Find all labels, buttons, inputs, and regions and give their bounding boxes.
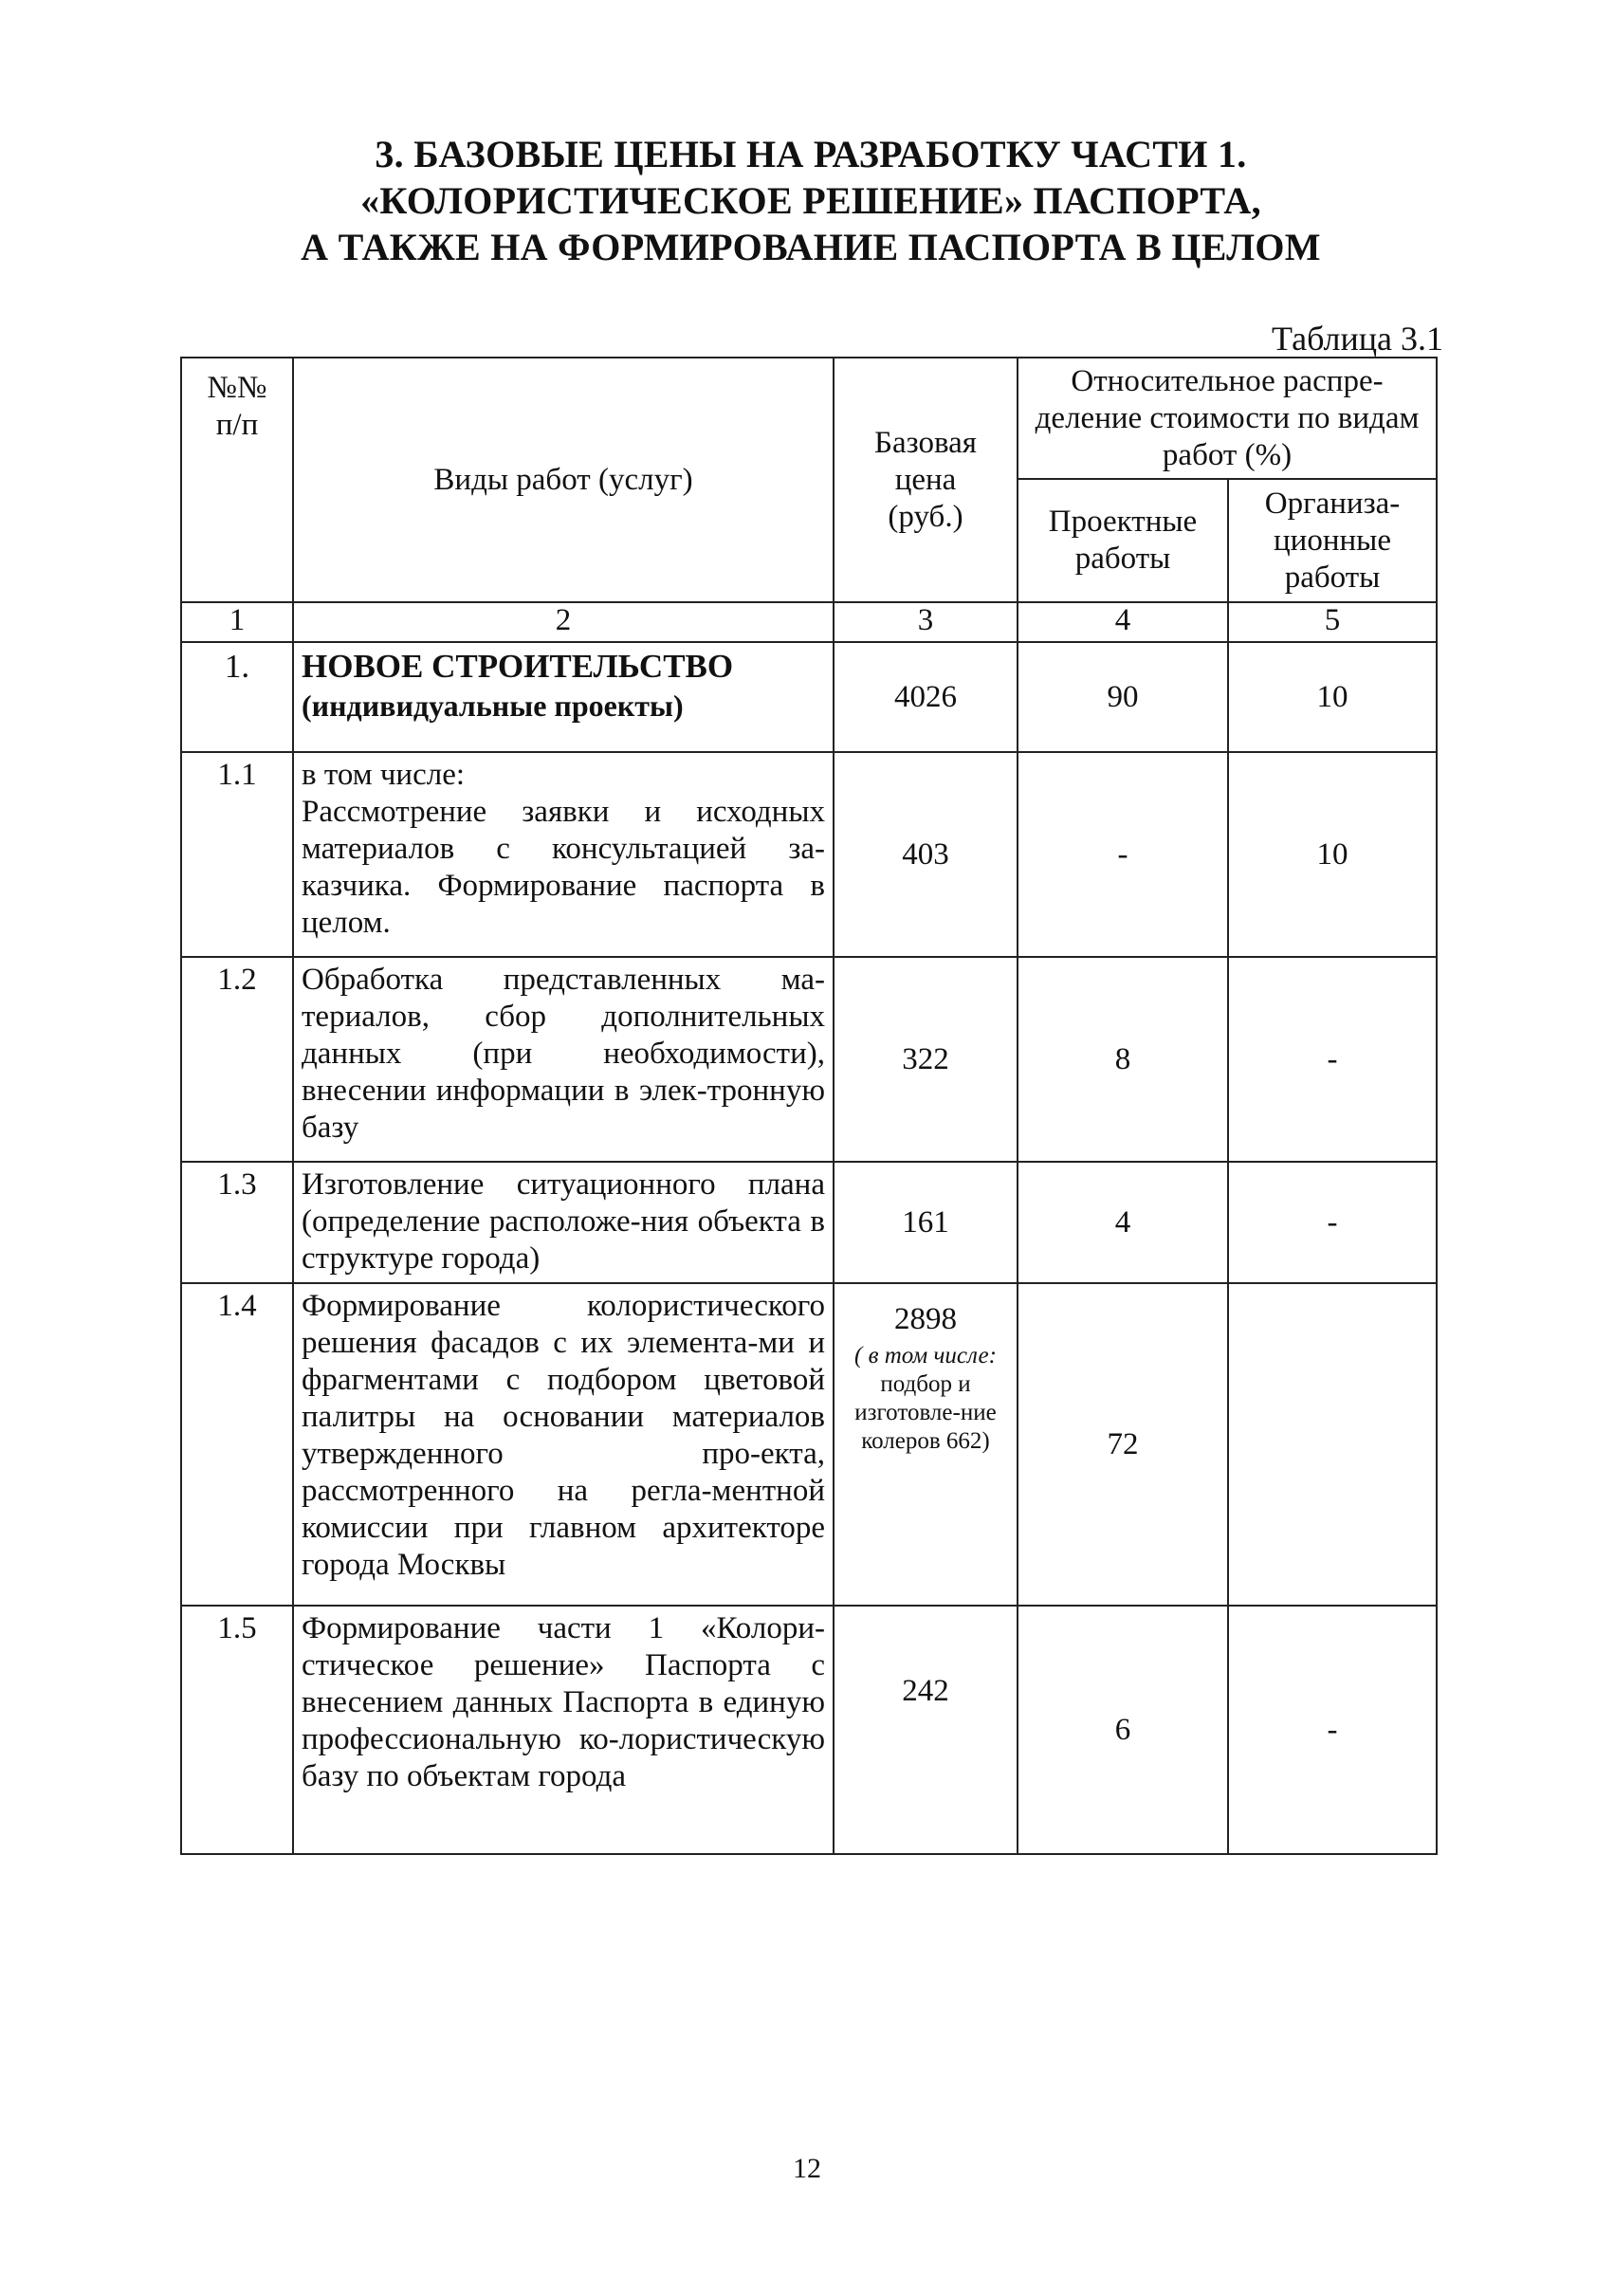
page-title	[171, 131, 1451, 270]
row-org: -	[1228, 1162, 1437, 1283]
header-number-line-2: п/п	[215, 408, 259, 442]
column-number: 1	[181, 602, 293, 642]
page-title-line-1: 3. БАЗОВЫЕ ЦЕНЫ НА РАЗРАБОТКУ ЧАСТИ 1.	[375, 133, 1247, 175]
table-row	[181, 1162, 1437, 1283]
page-title-line-2: «КОЛОРИСТИЧЕСКОЕ РЕШЕНИЕ» ПАСПОРТА,	[360, 179, 1261, 222]
section-org: 10	[1228, 642, 1437, 752]
header-price	[834, 358, 1018, 602]
table-row	[181, 1606, 1437, 1854]
section-number: 1.	[181, 642, 293, 752]
header-number-line-1: №№	[207, 371, 267, 405]
header-price-line-1: Базовая	[874, 425, 977, 460]
column-number-row	[181, 602, 1437, 642]
row-text: в том числе: Рассмотрение заявки и исходных материалов с консультацией за-казчика. Формирование паспорта в целом.	[293, 752, 834, 957]
table-row	[181, 957, 1437, 1162]
column-number: 4	[1018, 602, 1228, 642]
page-number: 12	[793, 2153, 821, 2184]
header-number	[181, 358, 293, 602]
row-design: 6	[1018, 1606, 1228, 1854]
row-number: 1.5	[181, 1606, 293, 1854]
column-number: 2	[293, 602, 834, 642]
column-number: 3	[834, 602, 1018, 642]
header-org: Организа-ционные работы	[1228, 479, 1437, 602]
row-text: Формирование части 1 «Колори-стическое решение» Паспорта с внесением данных Паспорта в единую профессиональную ко-лористическую базу по объектам города	[293, 1606, 834, 1854]
row-price: 161	[834, 1162, 1018, 1283]
table-label: Таблица 3.1	[1272, 320, 1443, 358]
row-price: 242	[834, 1606, 1018, 1854]
row-design: 8	[1018, 957, 1228, 1162]
table-row	[181, 752, 1437, 957]
table-row	[181, 1283, 1437, 1606]
column-number: 5	[1228, 602, 1437, 642]
row-text: Формирование колористического решения фасадов с их элемента-ми и фрагментами с подбором цветовой палитры на основании материалов утвержденного про-екта, рассмотренного на регла-ментной комиссии при главном архитекторе города Москвы	[293, 1283, 834, 1606]
header-price-line-3: (руб.)	[888, 499, 963, 534]
row-number: 1.1	[181, 752, 293, 957]
row-org: -	[1228, 1606, 1437, 1854]
row-design: 72	[1018, 1283, 1228, 1606]
row-org	[1228, 1283, 1437, 1606]
row-price-note-text: подбор и изготовле-ние колеров 662)	[854, 1371, 997, 1454]
row-price-note-italic: ( в том числе:	[854, 1343, 997, 1368]
row-price-note	[842, 1342, 1009, 1456]
header-works: Виды работ (услуг)	[293, 358, 834, 602]
row-design: 4	[1018, 1162, 1228, 1283]
row-number: 1.2	[181, 957, 293, 1162]
row-design: -	[1018, 752, 1228, 957]
section-price: 4026	[834, 642, 1018, 752]
section-design: 90	[1018, 642, 1228, 752]
row-number: 1.4	[181, 1283, 293, 1606]
page-title-line-3: А ТАКЖЕ НА ФОРМИРОВАНИЕ ПАСПОРТА В ЦЕЛОМ	[301, 226, 1321, 268]
row-price: 403	[834, 752, 1018, 957]
row-org: 10	[1228, 752, 1437, 957]
section-row	[181, 642, 1437, 752]
header-row	[181, 358, 1437, 479]
header-design: Проектные работы	[1018, 479, 1228, 602]
row-price: 322	[834, 957, 1018, 1162]
row-price-cell	[834, 1283, 1018, 1606]
row-number: 1.3	[181, 1162, 293, 1283]
section-title: НОВОЕ СТРОИТЕЛЬСТВО	[302, 648, 734, 685]
row-text: Обработка представленных ма-териалов, сбор дополнительных данных (при необходимости), внесении информации в элек-тронную базу	[293, 957, 834, 1162]
section-title-cell	[293, 642, 834, 752]
header-distribution: Относительное распре-деление стоимости по видам работ (%)	[1018, 358, 1437, 479]
price-table	[180, 357, 1438, 1855]
row-org: -	[1228, 957, 1437, 1162]
header-price-line-2: цена	[894, 462, 957, 497]
section-subtitle: (индивидуальные проекты)	[302, 689, 684, 723]
row-price: 2898	[894, 1302, 957, 1336]
row-text: Изготовление ситуационного плана (определение расположе-ния объекта в структуре города)	[293, 1162, 834, 1283]
